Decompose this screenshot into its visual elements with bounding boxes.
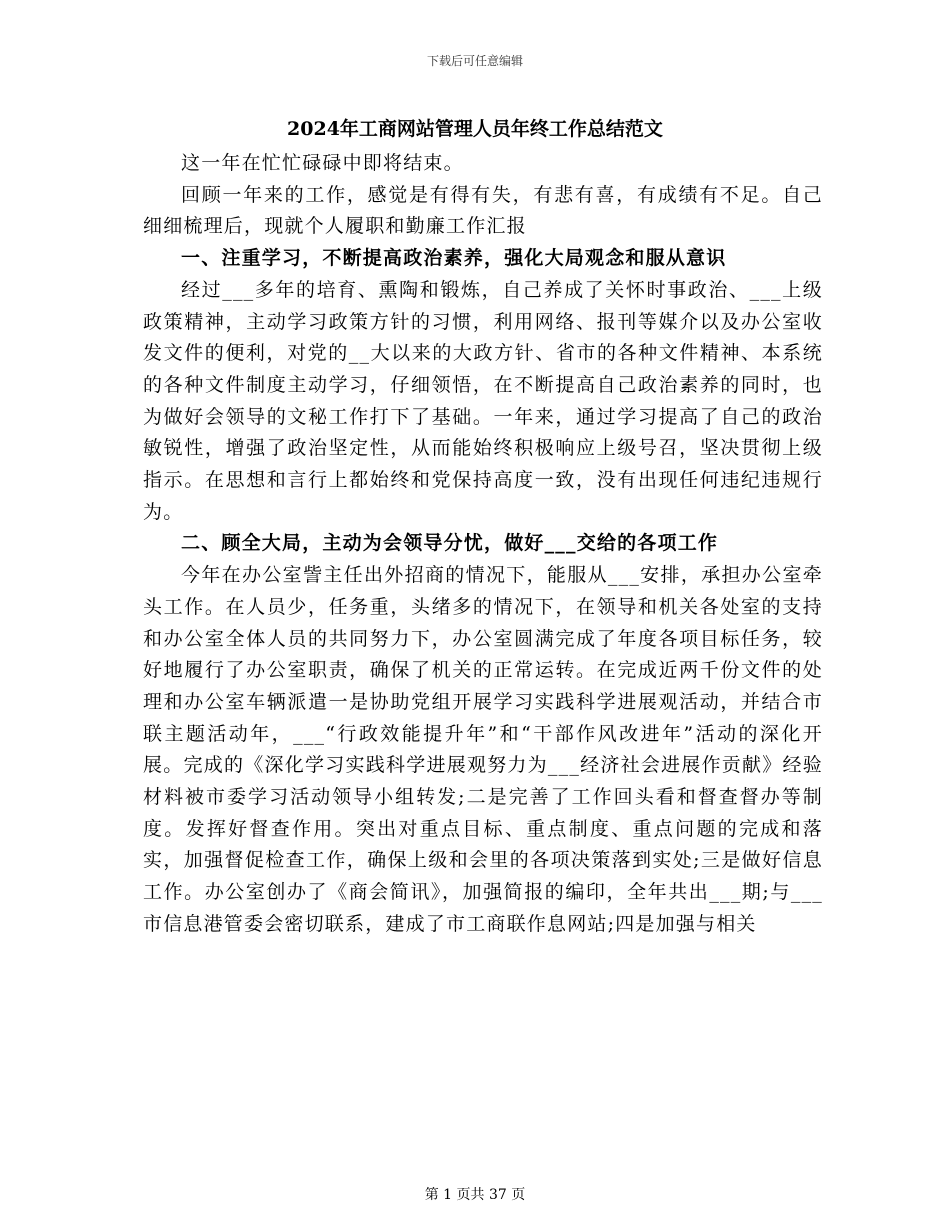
paragraph: 这一年在忙忙碌碌中即将结束。 xyxy=(181,152,464,174)
document-title: 2024年工商网站管理人员年终工作总结范文 xyxy=(287,118,663,140)
document-body xyxy=(143,148,823,941)
page-number-footer: 第 1 页共 37 页 xyxy=(424,1187,526,1203)
section-heading: 一、注重学习，不断提高政治素养，强化大局观念和服从意识 xyxy=(181,247,727,270)
paragraph: 回顾一年来的工作，感觉是有得有失，有悲有喜，有成绩有不足。自己细细梳理后，现就个人履职和勤廉工作汇报 xyxy=(143,183,823,238)
section-heading: 二、顾全大局，主动为会领导分忧，做好___交给的各项工作 xyxy=(181,532,719,555)
paragraph: 经过___多年的培育、熏陶和锻炼，自己养成了关怀时事政治、___上级政策精神，主动学习政策方针的习惯，利用网络、报刊等媒介以及办公室收发文件的便利，对党的__大以来的大政方针、省市的各种文件精神、本系统的各种文件制度主动学习，仔细领悟，在不断提高自己政治素养的同时，也为做好会领导的文秘工作打下了基础。一年来，通过学习提高了自己的政治敏锐性，增强了政治坚定性，从而能始终积极响应上级号召，坚决贯彻上级指示。在思想和言行上都始终和党保持高度一致，没有出现任何违纪违规行为。 xyxy=(143,278,823,523)
download-note: 下载后可任意编辑 xyxy=(426,54,523,68)
paragraph: 今年在办公室訾主任出外招商的情况下，能服从___安排，承担办公室牵头工作。在人员少，任务重，头绪多的情况下，在领导和机关各处室的支持和办公室全体人员的共同努力下，办公室圆满完成了年度各项目标任务，较好地履行了办公室职责，确保了机关的正常运转。在完成近两千份文件的处理和办公室车辆派遣一是协助党组开展学习实践科学进展观活动，并结合市联主题活动年，___“行政效能提升年”和“干部作风改进年”活动的深化开展。完成的《深化学习实践科学进展观努力为___经济社会进展作贡献》经验材料被市委学习活动领导小组转发;二是完善了工作回头看和督查督办等制度。发挥好督查作用。突出对重点目标、重点制度、重点问题的完成和落实，加强督促检查工作，确保上级和会里的各项决策落到实处;三是做好信息工作。办公室创办了《商会简讯》，加强简报的编印，全年共出___期;与___市信息港管委会密切联系，建成了市工商联作息网站;四是加强与相关 xyxy=(143,564,823,935)
